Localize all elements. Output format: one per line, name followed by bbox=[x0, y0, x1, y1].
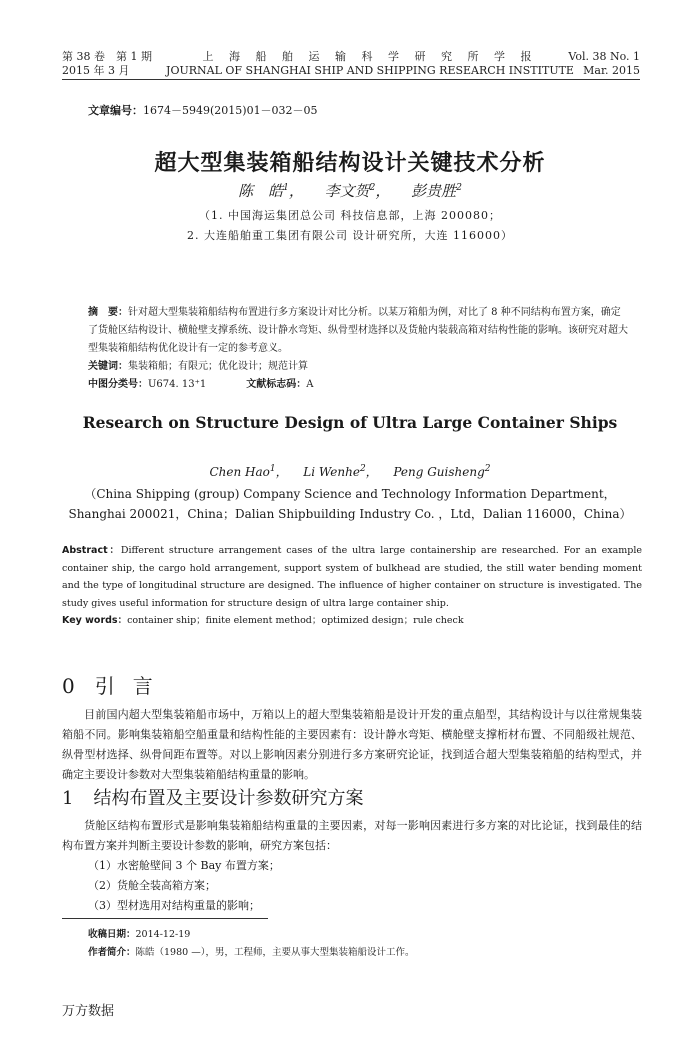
author-affil-mark: 1 bbox=[269, 464, 276, 474]
article-number-label: 文章编号： bbox=[88, 104, 143, 117]
author-name: Li Wenhe bbox=[303, 465, 360, 479]
section-number: 0 bbox=[62, 674, 77, 698]
received-value: 2014-12-19 bbox=[135, 929, 191, 940]
bio-label: 作者简介： bbox=[88, 947, 136, 958]
section-1-heading bbox=[62, 784, 363, 810]
article-number bbox=[88, 102, 318, 118]
affiliation-cn-2: 2. 大连船舶重工集团有限公司 设计研究所，大连 116000） bbox=[187, 229, 513, 242]
keywords-en-label: Key words： bbox=[62, 615, 128, 626]
author-cn-2 bbox=[325, 182, 391, 200]
author-name: Chen Hao bbox=[209, 465, 270, 479]
authors-cn bbox=[0, 180, 700, 201]
received-date bbox=[88, 926, 414, 944]
keywords-cn-label: 关键词： bbox=[88, 361, 128, 372]
author-cn-3 bbox=[411, 182, 462, 200]
abstract-en-text: Different structure arrangement cases of the ultra large containership are researched. For an example container ship, the cargo hold arrangement, support system of bulkhead are studied, the still water bending moment and the type of longitudinal structure are designed. The influence of higher container on structure is investigated. The study gives useful information for structure design of ultra large container ship. bbox=[62, 545, 643, 609]
author-en-3 bbox=[393, 465, 490, 479]
header-volume-en: Vol. 38 No. 1 bbox=[568, 50, 640, 63]
author-en-1 bbox=[209, 465, 287, 479]
author-affil-mark: 2 bbox=[359, 464, 366, 474]
author-affil-mark: 2 bbox=[456, 183, 462, 193]
received-label: 收稿日期： bbox=[88, 929, 136, 940]
list-item: （1）水密舱壁间 3 个 Bay 布置方案； bbox=[88, 859, 280, 872]
journal-name-cn: 上 海 船 舶 运 输 科 学 研 究 所 学 报 bbox=[202, 50, 538, 63]
affiliations-cn bbox=[0, 206, 700, 246]
header-volume-en-block bbox=[568, 50, 640, 78]
author-name: 李文贺 bbox=[324, 182, 370, 200]
author-separator: ， bbox=[275, 465, 288, 479]
article-number-value: 1674－5949(2015)01－032－05 bbox=[143, 104, 318, 117]
affiliation-cn-1: （1. 中国海运集团总公司 科技信息部，上海 200080； bbox=[199, 209, 501, 222]
header-date-en: Mar. 2015 bbox=[583, 64, 640, 77]
affiliations-en bbox=[0, 484, 700, 524]
abstract-en bbox=[62, 542, 642, 630]
header-volume bbox=[62, 50, 152, 78]
abstract-cn-text: 针对超大型集装箱船结构布置进行多方案设计对比分析。以某万箱船为例，对比了 8 种不同结构布置方案，确定了货舱区结构设计、横舱壁支撑系统、设计静水弯矩、纵骨型材选择以及货舱内装载高箱对结构性能的影响。该研究对超大型集装箱船结构优化设计有一定的参考意义。 bbox=[88, 307, 628, 354]
journal-name-en: JOURNAL OF SHANGHAI SHIP AND SHIPPING RESEARCH INSTITUTE bbox=[166, 64, 574, 77]
section-0-paragraph bbox=[62, 705, 642, 785]
footer-watermark: 万方数据 bbox=[62, 1004, 115, 1019]
author-affil-mark: 2 bbox=[484, 464, 491, 474]
doc-code-label: 文献标志码： bbox=[246, 379, 307, 390]
list-item: （2）货舱全装高箱方案； bbox=[88, 879, 216, 892]
keywords-en bbox=[62, 612, 642, 630]
section-0-heading bbox=[62, 670, 171, 699]
affiliation-en-1: （China Shipping (group) Company Science and Technology Information Department， bbox=[84, 487, 616, 501]
list-item: （3）型材选用对结构重量的影响； bbox=[88, 899, 260, 912]
section-1-paragraph bbox=[62, 816, 642, 856]
header-date-cn: 2015 年 3 月 bbox=[62, 64, 130, 77]
keywords-en-text: container ship；finite element method；optimized design；rule check bbox=[127, 615, 464, 626]
header-volume-cn: 第 38 卷 第 1 期 bbox=[62, 50, 152, 63]
section-title: 结构布置及主要设计参数研究方案 bbox=[93, 788, 364, 809]
section-number: 1 bbox=[62, 788, 74, 809]
header-journal bbox=[150, 50, 590, 78]
affiliation-en-2: Shanghai 200021，China；Dalian Shipbuilding Industry Co. ，Ltd，Dalian 116000，China） bbox=[68, 507, 632, 521]
header-divider bbox=[62, 79, 640, 80]
footnote-divider bbox=[62, 918, 268, 919]
author-name: 彭贵胜 bbox=[411, 182, 457, 200]
keywords-cn-text: 集装箱船；有限元；优化设计；规范计算 bbox=[128, 361, 308, 372]
footnote bbox=[88, 926, 414, 962]
author-affil-mark: 2 bbox=[369, 183, 376, 193]
abstract-en-body bbox=[62, 542, 642, 612]
author-name: Peng Guisheng bbox=[393, 465, 485, 479]
bio-value: 陈皓（1980 —），男，工程师，主要从事大型集装箱船设计工作。 bbox=[135, 947, 415, 958]
scheme-list bbox=[88, 856, 280, 916]
paragraph-text: 目前国内超大型集装箱船市场中，万箱以上的超大型集装箱船是设计开发的重点船型，其结构设计与以往常规集装箱船不同。影响集装箱船空船重量和结构性能的主要因素有：设计静水弯矩、横舱壁支撑桁材布置、不同船级社规范、纵骨型材选择、纵骨间距布置等。对以上影响因素分别进行多方案研究论证，找到适合超大型集装箱船的结构型式，并确定主要设计参数对大型集装箱船结构重量的影响。 bbox=[62, 708, 642, 781]
paper-title-cn: 超大型集装箱船结构设计关键技术分析 bbox=[154, 151, 546, 176]
abstract-en-label: Abstract： bbox=[62, 545, 121, 556]
keywords-cn bbox=[88, 358, 628, 376]
author-separator: ， bbox=[288, 182, 304, 200]
author-bio bbox=[88, 944, 414, 962]
clc-value: U674. 13⁺1 bbox=[148, 379, 207, 390]
author-affil-mark: 1 bbox=[283, 183, 289, 193]
clc-label: 中图分类号： bbox=[88, 379, 148, 390]
author-en-2 bbox=[303, 465, 377, 479]
paper-title-en: Research on Structure Design of Ultra Large Container Ships bbox=[82, 413, 618, 432]
paragraph-text: 货舱区结构布置形式是影响集装箱船结构重量的主要因素，对每一影响因素进行多方案的对比论证，找到最佳的结构布置方案并判断主要设计参数的影响，研究方案包括： bbox=[62, 819, 642, 852]
abstract-cn-label: 摘 要： bbox=[88, 307, 128, 318]
author-cn-1 bbox=[238, 182, 304, 200]
abstract-cn-body bbox=[88, 304, 628, 358]
author-separator: ， bbox=[375, 182, 391, 200]
section-title: 引言 bbox=[94, 674, 171, 698]
doc-code-value: A bbox=[306, 379, 314, 390]
authors-en bbox=[0, 463, 700, 480]
author-separator: ， bbox=[365, 465, 378, 479]
abstract-cn bbox=[88, 304, 628, 394]
author-name: 陈 皓 bbox=[238, 182, 284, 200]
classification-line bbox=[88, 376, 628, 394]
